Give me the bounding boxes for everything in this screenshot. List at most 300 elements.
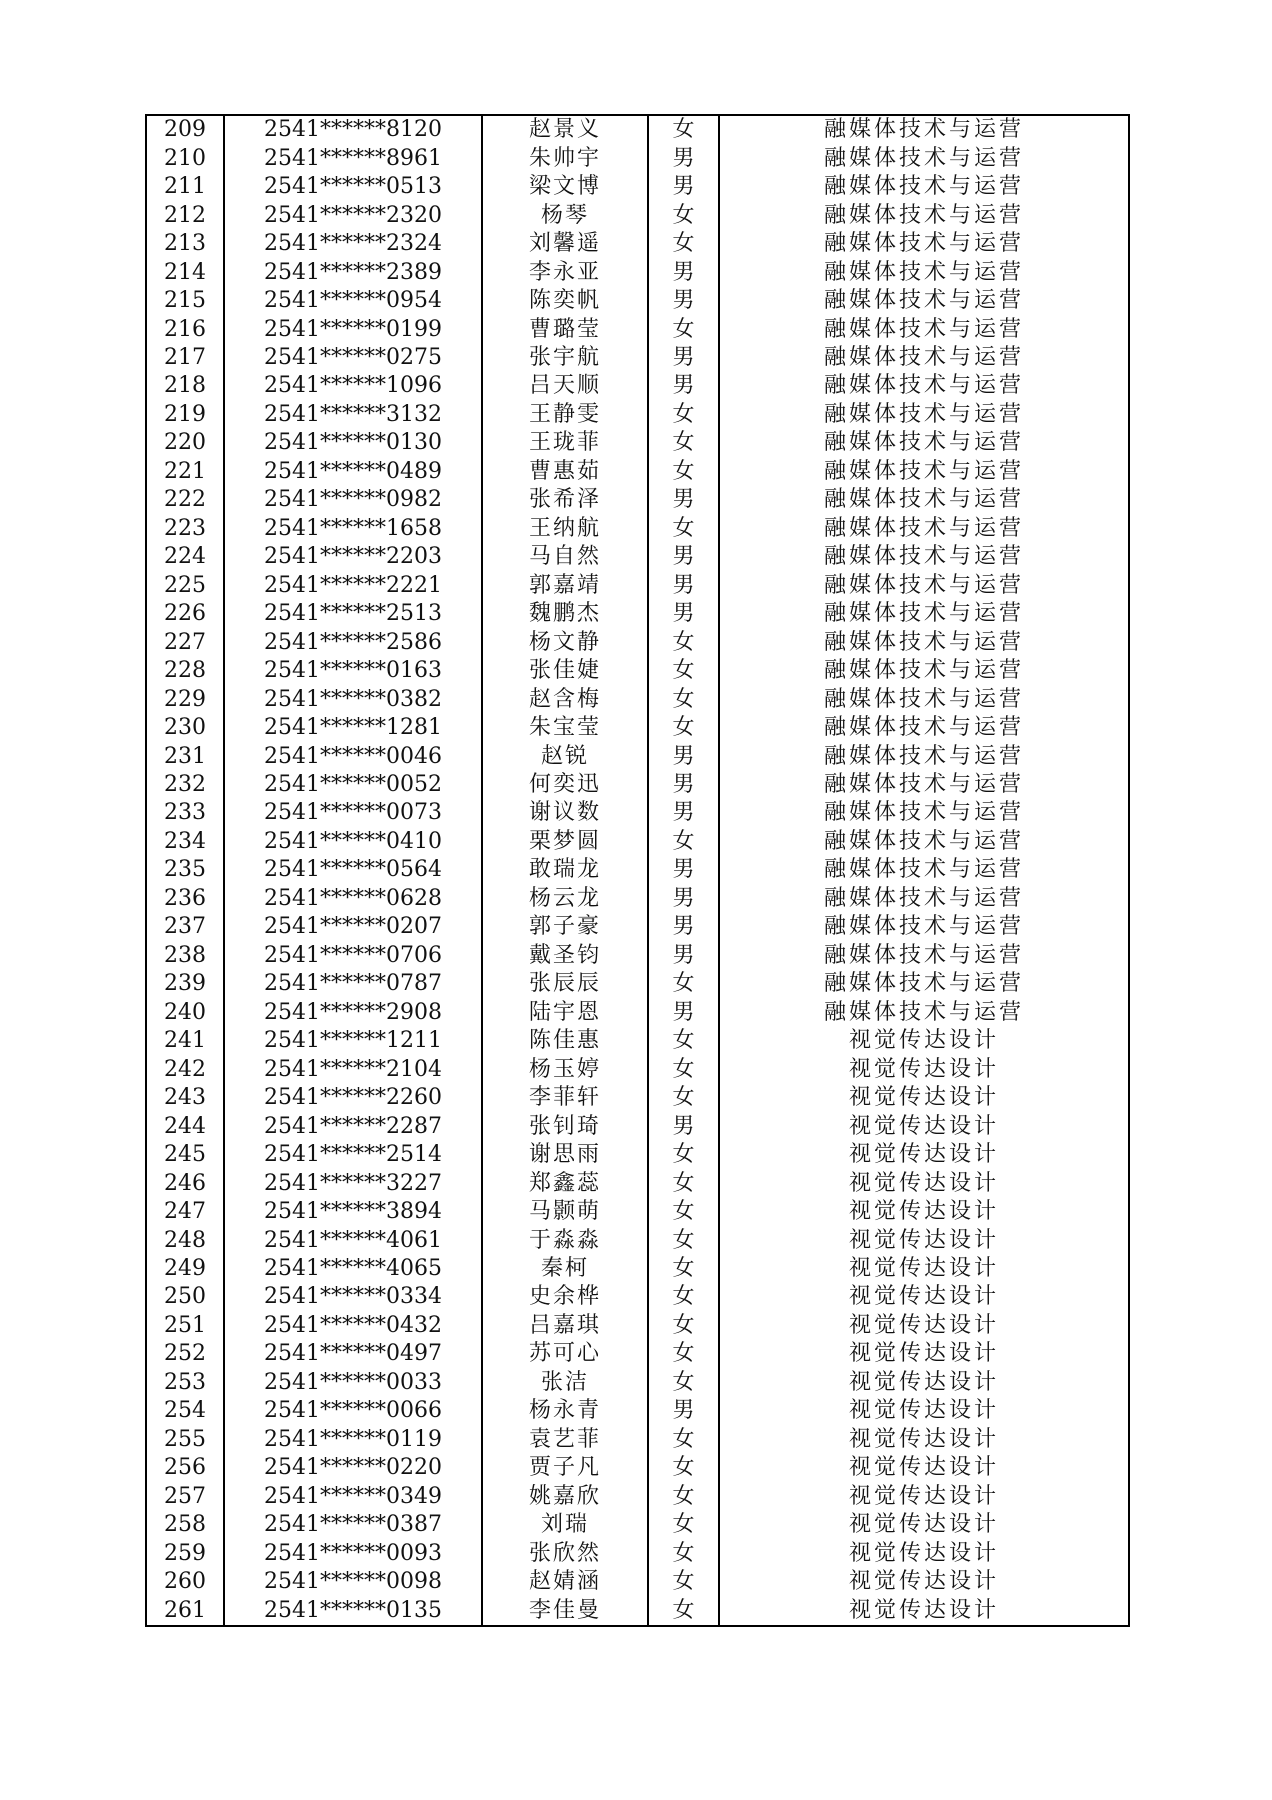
student-id-cell: 2541******2203 [224, 543, 482, 571]
student-id-cell: 2541******0163 [224, 657, 482, 685]
gender-cell: 女 [648, 970, 719, 998]
table-row [146, 1198, 1129, 1226]
student-id-cell: 2541******2586 [224, 628, 482, 656]
gender-cell: 女 [648, 1283, 719, 1311]
student-id-cell: 2541******0052 [224, 771, 482, 799]
student-id-cell: 2541******4061 [224, 1226, 482, 1254]
row-number-cell: 231 [146, 742, 224, 770]
student-id-cell: 2541******2324 [224, 230, 482, 258]
table-row [146, 258, 1129, 286]
row-number-cell: 251 [146, 1312, 224, 1340]
row-number-cell: 247 [146, 1198, 224, 1226]
row-number-cell: 229 [146, 685, 224, 713]
row-number-cell: 242 [146, 1055, 224, 1083]
table-row [146, 1027, 1129, 1055]
student-id-cell: 2541******8961 [224, 144, 482, 172]
gender-cell: 女 [648, 115, 719, 144]
major-cell: 融媒体技术与运营 [719, 230, 1129, 258]
row-number-cell: 218 [146, 372, 224, 400]
major-cell: 视觉传达设计 [719, 1255, 1129, 1283]
gender-cell: 男 [648, 1397, 719, 1425]
student-name-cell: 郭嘉靖 [482, 572, 648, 600]
table-row [146, 1369, 1129, 1397]
student-id-cell: 2541******1281 [224, 714, 482, 742]
student-name-cell: 秦柯 [482, 1255, 648, 1283]
table-row [146, 771, 1129, 799]
gender-cell: 女 [648, 315, 719, 343]
student-id-cell: 2541******2260 [224, 1084, 482, 1112]
major-cell: 视觉传达设计 [719, 1312, 1129, 1340]
table-row [146, 742, 1129, 770]
gender-cell: 女 [648, 828, 719, 856]
row-number-cell: 244 [146, 1112, 224, 1140]
student-id-cell: 2541******0066 [224, 1397, 482, 1425]
student-name-cell: 王珑菲 [482, 429, 648, 457]
table-row [146, 685, 1129, 713]
gender-cell: 男 [648, 486, 719, 514]
row-number-cell: 217 [146, 344, 224, 372]
major-cell: 融媒体技术与运营 [719, 201, 1129, 229]
major-cell: 融媒体技术与运营 [719, 344, 1129, 372]
table-row [146, 372, 1129, 400]
major-cell: 融媒体技术与运营 [719, 372, 1129, 400]
major-cell: 融媒体技术与运营 [719, 572, 1129, 600]
gender-cell: 男 [648, 344, 719, 372]
gender-cell: 男 [648, 771, 719, 799]
student-name-cell: 赵锐 [482, 742, 648, 770]
major-cell: 融媒体技术与运营 [719, 429, 1129, 457]
gender-cell: 女 [648, 1340, 719, 1368]
major-cell: 融媒体技术与运营 [719, 315, 1129, 343]
row-number-cell: 255 [146, 1426, 224, 1454]
major-cell: 视觉传达设计 [719, 1198, 1129, 1226]
table-row [146, 999, 1129, 1027]
row-number-cell: 230 [146, 714, 224, 742]
student-name-cell: 谢议数 [482, 799, 648, 827]
student-name-cell: 刘馨遥 [482, 230, 648, 258]
student-name-cell: 张宇航 [482, 344, 648, 372]
major-cell: 融媒体技术与运营 [719, 942, 1129, 970]
student-id-cell: 2541******1096 [224, 372, 482, 400]
major-cell: 融媒体技术与运营 [719, 515, 1129, 543]
table-row [146, 429, 1129, 457]
major-cell: 视觉传达设计 [719, 1483, 1129, 1511]
major-cell: 融媒体技术与运营 [719, 885, 1129, 913]
table-row [146, 1483, 1129, 1511]
gender-cell: 女 [648, 1539, 719, 1567]
table-row [146, 201, 1129, 229]
major-cell: 视觉传达设计 [719, 1112, 1129, 1140]
student-name-cell: 苏可心 [482, 1340, 648, 1368]
table-row [146, 1283, 1129, 1311]
student-name-cell: 曹惠茹 [482, 458, 648, 486]
row-number-cell: 221 [146, 458, 224, 486]
table-row [146, 600, 1129, 628]
student-id-cell: 2541******0564 [224, 856, 482, 884]
student-name-cell: 贾子凡 [482, 1454, 648, 1482]
student-id-cell: 2541******0033 [224, 1369, 482, 1397]
gender-cell: 女 [648, 1312, 719, 1340]
student-name-cell: 李佳曼 [482, 1596, 648, 1625]
student-name-cell: 姚嘉欣 [482, 1483, 648, 1511]
table-row [146, 1255, 1129, 1283]
table-row [146, 515, 1129, 543]
row-number-cell: 228 [146, 657, 224, 685]
gender-cell: 男 [648, 543, 719, 571]
major-cell: 融媒体技术与运营 [719, 685, 1129, 713]
table-row [146, 1568, 1129, 1596]
table-row [146, 458, 1129, 486]
table-row [146, 1426, 1129, 1454]
student-name-cell: 杨云龙 [482, 885, 648, 913]
gender-cell: 男 [648, 572, 719, 600]
student-name-cell: 李永亚 [482, 258, 648, 286]
row-number-cell: 253 [146, 1369, 224, 1397]
table-row [146, 1340, 1129, 1368]
major-cell: 视觉传达设计 [719, 1369, 1129, 1397]
major-cell: 视觉传达设计 [719, 1084, 1129, 1112]
row-number-cell: 227 [146, 628, 224, 656]
gender-cell: 女 [648, 714, 719, 742]
row-number-cell: 250 [146, 1283, 224, 1311]
gender-cell: 女 [648, 429, 719, 457]
gender-cell: 女 [648, 1568, 719, 1596]
student-id-cell: 2541******2320 [224, 201, 482, 229]
student-name-cell: 杨玉婷 [482, 1055, 648, 1083]
row-number-cell: 257 [146, 1483, 224, 1511]
gender-cell: 男 [648, 144, 719, 172]
table-row [146, 173, 1129, 201]
gender-cell: 女 [648, 657, 719, 685]
major-cell: 视觉传达设计 [719, 1539, 1129, 1567]
table-row [146, 1596, 1129, 1625]
major-cell: 融媒体技术与运营 [719, 258, 1129, 286]
table-row [146, 1312, 1129, 1340]
roster-body [146, 115, 1129, 1626]
student-id-cell: 2541******2514 [224, 1141, 482, 1169]
row-number-cell: 209 [146, 115, 224, 144]
student-name-cell: 张佳婕 [482, 657, 648, 685]
row-number-cell: 235 [146, 856, 224, 884]
major-cell: 融媒体技术与运营 [719, 799, 1129, 827]
row-number-cell: 213 [146, 230, 224, 258]
gender-cell: 女 [648, 1483, 719, 1511]
gender-cell: 女 [648, 201, 719, 229]
student-name-cell: 李菲轩 [482, 1084, 648, 1112]
major-cell: 融媒体技术与运营 [719, 600, 1129, 628]
row-number-cell: 239 [146, 970, 224, 998]
student-id-cell: 2541******2389 [224, 258, 482, 286]
student-id-cell: 2541******3132 [224, 401, 482, 429]
student-id-cell: 2541******0410 [224, 828, 482, 856]
row-number-cell: 238 [146, 942, 224, 970]
student-name-cell: 杨文静 [482, 628, 648, 656]
gender-cell: 女 [648, 1426, 719, 1454]
gender-cell: 女 [648, 1084, 719, 1112]
student-id-cell: 2541******0513 [224, 173, 482, 201]
table-row [146, 1169, 1129, 1197]
gender-cell: 男 [648, 372, 719, 400]
student-id-cell: 2541******1211 [224, 1027, 482, 1055]
table-row [146, 344, 1129, 372]
student-id-cell: 2541******0982 [224, 486, 482, 514]
student-name-cell: 张钊琦 [482, 1112, 648, 1140]
major-cell: 视觉传达设计 [719, 1511, 1129, 1539]
student-id-cell: 2541******0334 [224, 1283, 482, 1311]
student-name-cell: 梁文博 [482, 173, 648, 201]
gender-cell: 女 [648, 685, 719, 713]
student-id-cell: 2541******0349 [224, 1483, 482, 1511]
major-cell: 视觉传达设计 [719, 1226, 1129, 1254]
student-id-cell: 2541******0135 [224, 1596, 482, 1625]
student-name-cell: 郭子豪 [482, 913, 648, 941]
table-row [146, 942, 1129, 970]
student-name-cell: 戴圣钧 [482, 942, 648, 970]
major-cell: 融媒体技术与运营 [719, 401, 1129, 429]
row-number-cell: 214 [146, 258, 224, 286]
gender-cell: 女 [648, 515, 719, 543]
major-cell: 融媒体技术与运营 [719, 714, 1129, 742]
row-number-cell: 226 [146, 600, 224, 628]
gender-cell: 男 [648, 600, 719, 628]
student-id-cell: 2541******2908 [224, 999, 482, 1027]
major-cell: 融媒体技术与运营 [719, 115, 1129, 144]
student-roster-table [145, 114, 1130, 1627]
gender-cell: 女 [648, 230, 719, 258]
student-id-cell: 2541******0787 [224, 970, 482, 998]
student-name-cell: 陈佳惠 [482, 1027, 648, 1055]
student-id-cell: 2541******1658 [224, 515, 482, 543]
table-row [146, 1397, 1129, 1425]
gender-cell: 女 [648, 458, 719, 486]
row-number-cell: 215 [146, 287, 224, 315]
student-name-cell: 史余桦 [482, 1283, 648, 1311]
table-row [146, 913, 1129, 941]
student-name-cell: 栗梦圆 [482, 828, 648, 856]
student-id-cell: 2541******0207 [224, 913, 482, 941]
row-number-cell: 240 [146, 999, 224, 1027]
row-number-cell: 248 [146, 1226, 224, 1254]
student-name-cell: 袁艺菲 [482, 1426, 648, 1454]
student-name-cell: 马颢萌 [482, 1198, 648, 1226]
row-number-cell: 261 [146, 1596, 224, 1625]
student-id-cell: 2541******0954 [224, 287, 482, 315]
student-id-cell: 2541******0489 [224, 458, 482, 486]
student-name-cell: 朱帅宇 [482, 144, 648, 172]
student-name-cell: 王静雯 [482, 401, 648, 429]
table-row [146, 230, 1129, 258]
row-number-cell: 225 [146, 572, 224, 600]
major-cell: 融媒体技术与运营 [719, 913, 1129, 941]
row-number-cell: 260 [146, 1568, 224, 1596]
gender-cell: 男 [648, 856, 719, 884]
row-number-cell: 222 [146, 486, 224, 514]
student-id-cell: 2541******0387 [224, 1511, 482, 1539]
student-id-cell: 2541******8120 [224, 115, 482, 144]
gender-cell: 男 [648, 999, 719, 1027]
table-row [146, 287, 1129, 315]
student-name-cell: 敢瑞龙 [482, 856, 648, 884]
row-number-cell: 236 [146, 885, 224, 913]
table-row [146, 885, 1129, 913]
row-number-cell: 212 [146, 201, 224, 229]
table-row [146, 401, 1129, 429]
table-row [146, 970, 1129, 998]
row-number-cell: 259 [146, 1539, 224, 1567]
table-row [146, 1454, 1129, 1482]
student-name-cell: 朱宝莹 [482, 714, 648, 742]
student-name-cell: 刘瑞 [482, 1511, 648, 1539]
gender-cell: 男 [648, 942, 719, 970]
student-name-cell: 谢思雨 [482, 1141, 648, 1169]
row-number-cell: 241 [146, 1027, 224, 1055]
student-name-cell: 曹璐莹 [482, 315, 648, 343]
student-id-cell: 2541******0628 [224, 885, 482, 913]
gender-cell: 女 [648, 1055, 719, 1083]
row-number-cell: 246 [146, 1169, 224, 1197]
table-row [146, 657, 1129, 685]
gender-cell: 女 [648, 1226, 719, 1254]
student-id-cell: 2541******3894 [224, 1198, 482, 1226]
table-row [146, 1511, 1129, 1539]
major-cell: 视觉传达设计 [719, 1340, 1129, 1368]
table-row [146, 543, 1129, 571]
row-number-cell: 252 [146, 1340, 224, 1368]
gender-cell: 女 [648, 1198, 719, 1226]
table-row [146, 628, 1129, 656]
table-row [146, 714, 1129, 742]
student-id-cell: 2541******0093 [224, 1539, 482, 1567]
student-id-cell: 2541******2221 [224, 572, 482, 600]
student-name-cell: 陆宇恩 [482, 999, 648, 1027]
major-cell: 融媒体技术与运营 [719, 628, 1129, 656]
student-name-cell: 吕天顺 [482, 372, 648, 400]
gender-cell: 女 [648, 1169, 719, 1197]
student-name-cell: 杨永青 [482, 1397, 648, 1425]
gender-cell: 女 [648, 1141, 719, 1169]
major-cell: 视觉传达设计 [719, 1169, 1129, 1197]
row-number-cell: 219 [146, 401, 224, 429]
row-number-cell: 210 [146, 144, 224, 172]
gender-cell: 女 [648, 1511, 719, 1539]
row-number-cell: 233 [146, 799, 224, 827]
gender-cell: 男 [648, 913, 719, 941]
row-number-cell: 220 [146, 429, 224, 457]
table-row [146, 144, 1129, 172]
major-cell: 融媒体技术与运营 [719, 742, 1129, 770]
major-cell: 视觉传达设计 [719, 1397, 1129, 1425]
student-name-cell: 吕嘉琪 [482, 1312, 648, 1340]
student-name-cell: 何奕迅 [482, 771, 648, 799]
major-cell: 融媒体技术与运营 [719, 999, 1129, 1027]
gender-cell: 女 [648, 1454, 719, 1482]
student-name-cell: 于淼淼 [482, 1226, 648, 1254]
student-name-cell: 马自然 [482, 543, 648, 571]
row-number-cell: 224 [146, 543, 224, 571]
student-id-cell: 2541******0497 [224, 1340, 482, 1368]
student-name-cell: 张辰辰 [482, 970, 648, 998]
student-id-cell: 2541******0706 [224, 942, 482, 970]
row-number-cell: 254 [146, 1397, 224, 1425]
student-id-cell: 2541******0119 [224, 1426, 482, 1454]
row-number-cell: 245 [146, 1141, 224, 1169]
student-id-cell: 2541******0199 [224, 315, 482, 343]
table-row [146, 315, 1129, 343]
gender-cell: 男 [648, 799, 719, 827]
student-id-cell: 2541******0382 [224, 685, 482, 713]
table-row [146, 828, 1129, 856]
student-id-cell: 2541******2287 [224, 1112, 482, 1140]
student-id-cell: 2541******0098 [224, 1568, 482, 1596]
gender-cell: 女 [648, 1255, 719, 1283]
gender-cell: 男 [648, 885, 719, 913]
gender-cell: 女 [648, 401, 719, 429]
student-name-cell: 杨琴 [482, 201, 648, 229]
student-id-cell: 2541******3227 [224, 1169, 482, 1197]
row-number-cell: 256 [146, 1454, 224, 1482]
major-cell: 视觉传达设计 [719, 1596, 1129, 1625]
table-row [146, 1055, 1129, 1083]
major-cell: 视觉传达设计 [719, 1055, 1129, 1083]
student-id-cell: 2541******0046 [224, 742, 482, 770]
row-number-cell: 249 [146, 1255, 224, 1283]
student-id-cell: 2541******0275 [224, 344, 482, 372]
gender-cell: 男 [648, 742, 719, 770]
student-id-cell: 2541******4065 [224, 1255, 482, 1283]
gender-cell: 女 [648, 1027, 719, 1055]
major-cell: 视觉传达设计 [719, 1426, 1129, 1454]
row-number-cell: 216 [146, 315, 224, 343]
major-cell: 视觉传达设计 [719, 1141, 1129, 1169]
row-number-cell: 237 [146, 913, 224, 941]
student-id-cell: 2541******0432 [224, 1312, 482, 1340]
student-id-cell: 2541******2513 [224, 600, 482, 628]
student-name-cell: 张希泽 [482, 486, 648, 514]
gender-cell: 女 [648, 628, 719, 656]
gender-cell: 女 [648, 1369, 719, 1397]
major-cell: 融媒体技术与运营 [719, 458, 1129, 486]
gender-cell: 男 [648, 1112, 719, 1140]
row-number-cell: 223 [146, 515, 224, 543]
student-name-cell: 赵景义 [482, 115, 648, 144]
student-name-cell: 张欣然 [482, 1539, 648, 1567]
major-cell: 融媒体技术与运营 [719, 543, 1129, 571]
student-id-cell: 2541******0130 [224, 429, 482, 457]
major-cell: 融媒体技术与运营 [719, 173, 1129, 201]
table-row [146, 1141, 1129, 1169]
major-cell: 融媒体技术与运营 [719, 970, 1129, 998]
major-cell: 视觉传达设计 [719, 1568, 1129, 1596]
row-number-cell: 234 [146, 828, 224, 856]
major-cell: 融媒体技术与运营 [719, 856, 1129, 884]
table-row [146, 572, 1129, 600]
student-name-cell: 张洁 [482, 1369, 648, 1397]
gender-cell: 男 [648, 287, 719, 315]
student-name-cell: 郑鑫蕊 [482, 1169, 648, 1197]
student-name-cell: 魏鹏杰 [482, 600, 648, 628]
row-number-cell: 243 [146, 1084, 224, 1112]
table-row [146, 1226, 1129, 1254]
major-cell: 融媒体技术与运营 [719, 144, 1129, 172]
student-id-cell: 2541******2104 [224, 1055, 482, 1083]
gender-cell: 女 [648, 1596, 719, 1625]
major-cell: 融媒体技术与运营 [719, 828, 1129, 856]
student-name-cell: 赵婧涵 [482, 1568, 648, 1596]
student-name-cell: 陈奕帆 [482, 287, 648, 315]
row-number-cell: 232 [146, 771, 224, 799]
major-cell: 融媒体技术与运营 [719, 486, 1129, 514]
table-row [146, 1084, 1129, 1112]
